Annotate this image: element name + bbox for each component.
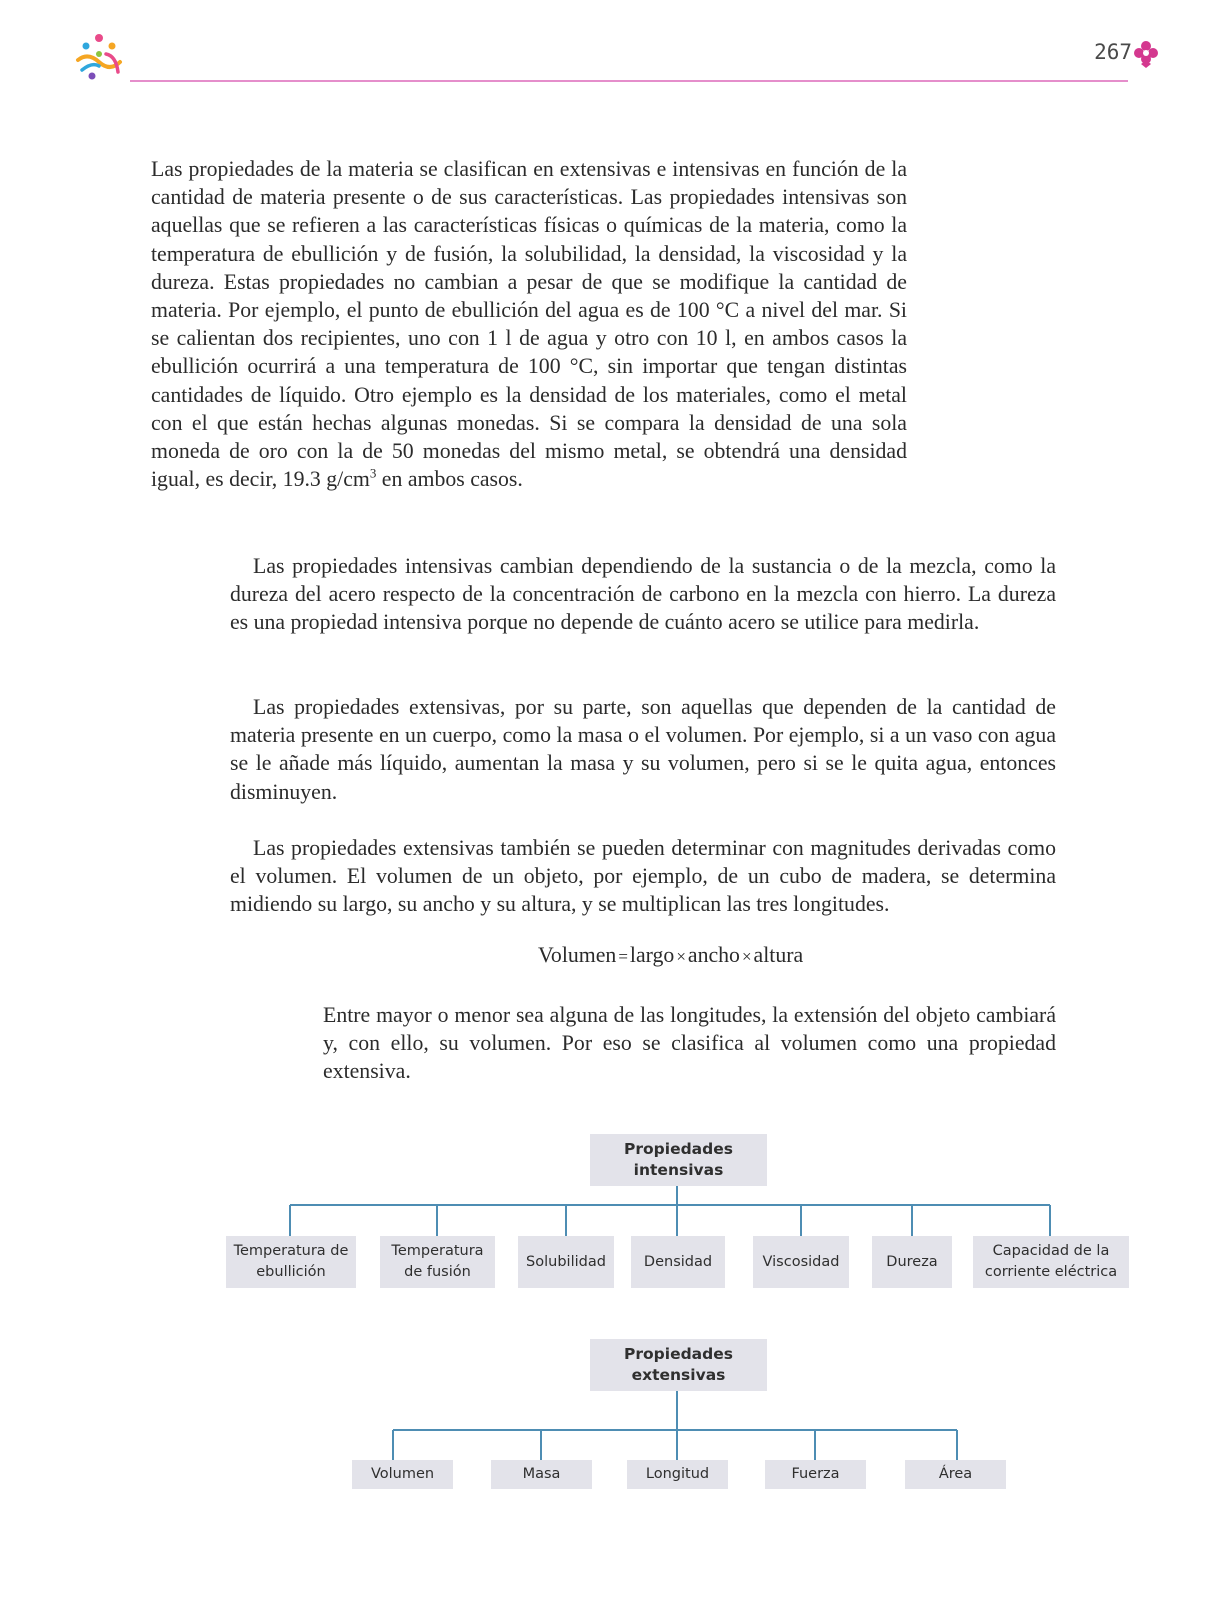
- header-rule: [130, 80, 1128, 82]
- diagram-node-solubilidad: Solubilidad: [518, 1236, 614, 1288]
- diagram-node-longitud: Longitud: [627, 1460, 728, 1489]
- diagram-node-densidad: Densidad: [631, 1236, 725, 1288]
- volume-formula: Volumen =largo ×ancho ×altura: [538, 943, 804, 967]
- page-number: 267: [1094, 40, 1132, 64]
- diagram-node-fuerza: Fuerza: [765, 1460, 866, 1489]
- paragraph-intro: Las propiedades de la materia se clasifican en extensivas e intensivas en función de la cantidad de materia presente o de sus características. Las propiedades intensivas son aquellas que se refieren a las características físicas o químicas de la materia, como la temperatura de ebullición y de fusión, la solubilidad, la densidad, la viscosidad y la dureza. Estas propiedades no cambian a pesar de que se modifique la cantidad de materia. Por ejemplo, el punto de ebullición del agua es de 100 °C a nivel del mar. Si se calientan dos recipientes, uno con 1 l de agua y otro con 10 l, en ambos casos la ebullición ocurrirá a una temperatura de 100 °C, sin importar que tengan distintas cantidades de líquido. Otro ejemplo es la densidad de los materiales, como el metal con el que están hechas algunas monedas. Si se compara la densidad de una sola moneda de oro con la de 50 monedas del mismo metal, se obtendrá una densidad igual, es decir, 19.3 $g/cm^3$ en ambos casos.: [151, 157, 907, 492]
- diagram-node-masa: Masa: [491, 1460, 592, 1489]
- diagram-node-capacidad-corriente: Capacidad de la corriente eléctrica: [973, 1236, 1129, 1288]
- paragraph-intensive-change: Las propiedades intensivas cambian dependiendo de la sustancia o de la mezcla, como la dureza del acero respecto de la concentración de carbono en la mezcla con hierro. La dureza es una propiedad intensiva porque no depende de cuánto acero se utilice para medirla.: [230, 554, 1056, 635]
- paragraph-derived: Las propiedades extensivas también se pueden determinar con magnitudes derivadas como el volumen. El volumen de un objeto, por ejemplo, de un cubo de madera, se determina midiendo su largo, su ancho y su altura, y se multiplican las tres longitudes.: [230, 836, 1056, 917]
- diagram-node-viscosidad: Viscosidad: [753, 1236, 849, 1288]
- paragraph-extensive: Las propiedades extensivas, por su parte, son aquellas que dependen de la cantidad de materia presente en un cuerpo, como la masa o el volumen. Por ejemplo, si a un vaso con agua se le añade más líquido, aumentan la masa y su volumen, pero si se le quita agua, entonces disminuyen.: [230, 695, 1056, 804]
- paragraph-volume-extensive: Entre mayor o menor sea alguna de las longitudes, la extensión del objeto cambiará y, con ello, su volumen. Por eso se clasifica al volumen como una propiedad extensiva.: [323, 1003, 1056, 1084]
- colorful-dots-logo-icon: [72, 32, 126, 82]
- diagram-root-extensive: Propiedades extensivas: [590, 1339, 767, 1391]
- diagram-node-dureza: Dureza: [872, 1236, 952, 1288]
- diagram-root-intensive: Propiedades intensivas: [590, 1134, 767, 1186]
- diagram-node-volumen: Volumen: [352, 1460, 453, 1489]
- diagram-node-area: Área: [905, 1460, 1006, 1489]
- diagram-node-temperatura-fusion: Temperatura de fusión: [380, 1236, 495, 1288]
- diagram-node-temperatura-ebullicion: Temperatura de ebullición: [226, 1236, 356, 1288]
- pink-flower-icon: [1134, 40, 1158, 68]
